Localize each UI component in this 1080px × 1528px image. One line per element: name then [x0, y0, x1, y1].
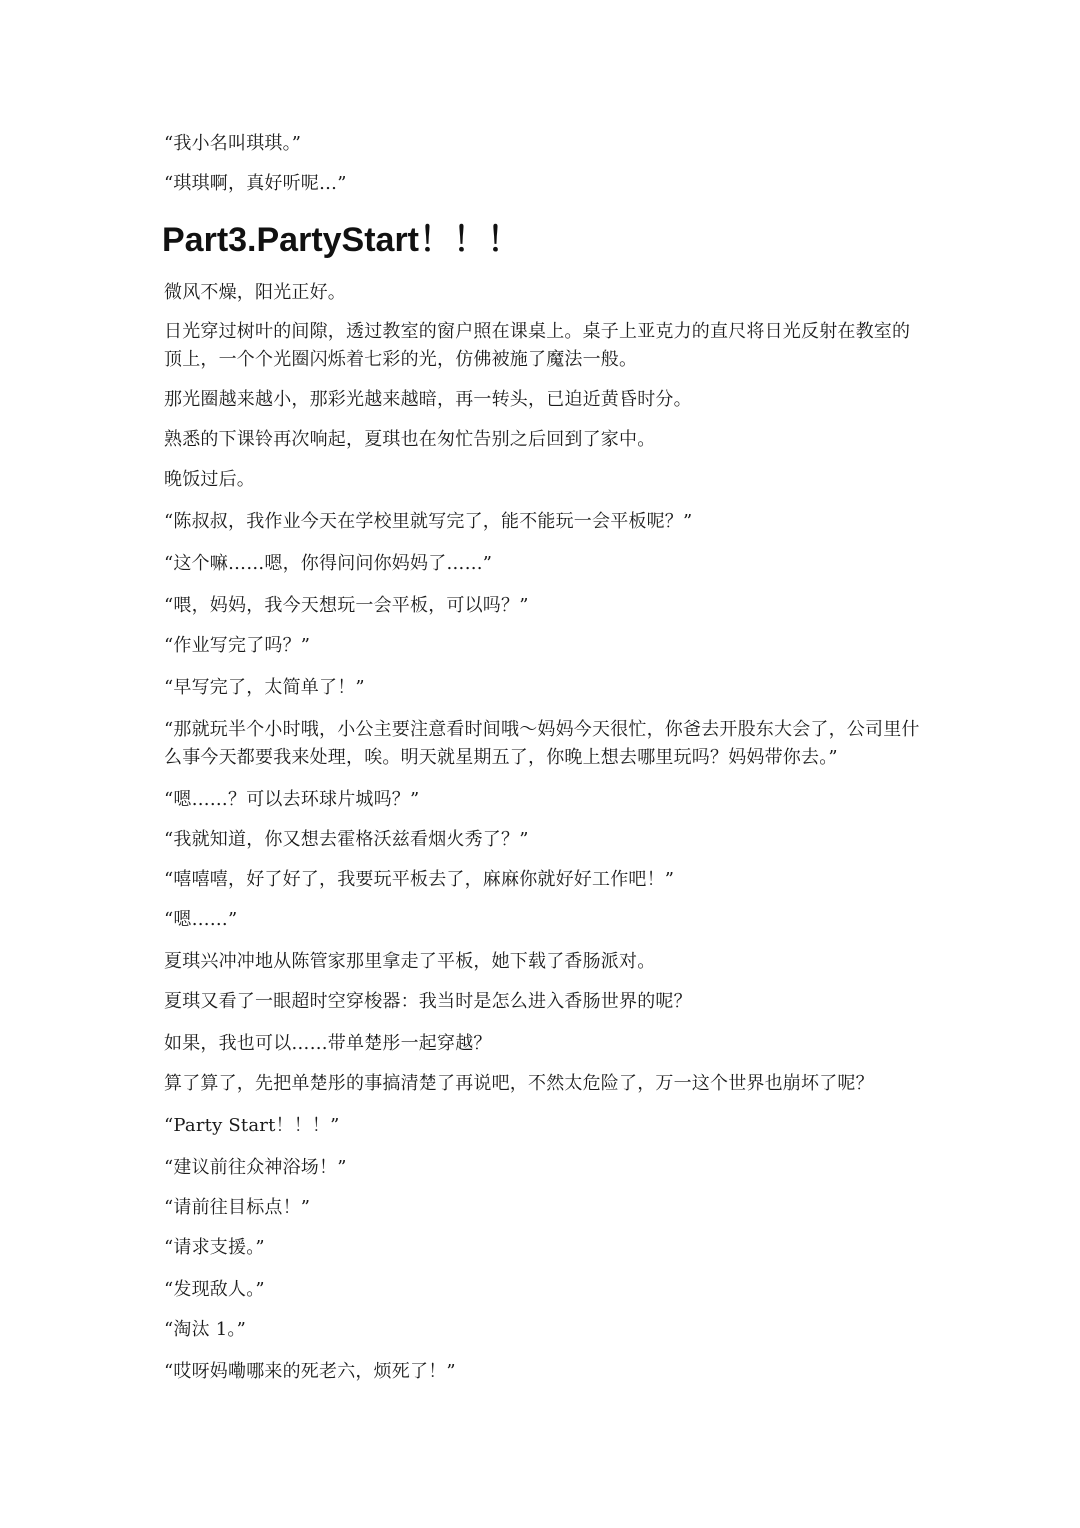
paragraph: “发现敌人。” — [164, 1279, 265, 1300]
paragraph: 微风不燥，阳光正好。 — [164, 282, 346, 303]
paragraph: 熟悉的下课铃再次响起，夏琪也在匆忙告别之后回到了家中。 — [164, 429, 656, 450]
paragraph: “哎呀妈嘞哪来的死老六，烦死了！” — [164, 1361, 456, 1382]
paragraph: “Party Start！！！” — [164, 1115, 340, 1136]
paragraph: “陈叔叔，我作业今天在学校里就写完了，能不能玩一会平板呢？” — [164, 511, 693, 532]
paragraph: “作业写完了吗？” — [164, 635, 311, 656]
paragraph: “我就知道，你又想去霍格沃兹看烟火秀了？” — [164, 829, 529, 850]
paragraph: “请前往目标点！” — [164, 1197, 311, 1218]
paragraph: “淘汰 1。” — [164, 1319, 246, 1340]
paragraph: “早写完了，太简单了！” — [164, 677, 365, 698]
paragraph: 夏琪兴冲冲地从陈管家那里拿走了平板，她下载了香肠派对。 — [164, 951, 656, 972]
paragraph: “这个嘛……嗯，你得问问你妈妈了……” — [164, 553, 493, 574]
section-heading: Part3.PartyStart！！！ — [162, 221, 522, 259]
paragraph: “请求支援。” — [164, 1237, 265, 1258]
paragraph: 晚饭过后。 — [164, 469, 255, 490]
paragraph: 算了算了，先把单楚彤的事搞清楚了再说吧，不然太危险了，万一这个世界也崩坏了呢？ — [164, 1073, 874, 1094]
paragraph: “嘻嘻嘻，好了好了，我要玩平板去了，麻麻你就好好工作吧！” — [164, 869, 675, 890]
paragraph: “嗯……” — [164, 909, 238, 930]
paragraph: “那就玩半个小时哦，小公主要注意看时间哦～妈妈今天很忙，你爸去开股东大会了，公司里什么事今天都要我来处理，唉。明天就星期五了，你晚上想去哪里玩吗？妈妈带你去。” — [164, 719, 920, 768]
paragraph: “喂，妈妈，我今天想玩一会平板，可以吗？” — [164, 595, 529, 616]
paragraph: “建议前往众神浴场！” — [164, 1157, 347, 1178]
paragraph: “嗯……？可以去环球片城吗？” — [164, 789, 420, 810]
paragraph: 如果，我也可以……带单楚彤一起穿越？ — [164, 1033, 492, 1054]
paragraph: 夏琪又看了一眼超时空穿梭器：我当时是怎么进入香肠世界的呢？ — [164, 991, 692, 1012]
paragraph: 日光穿过树叶的间隙，透过教室的窗户照在课桌上。桌子上亚克力的直尺将日光反射在教室的顶上，一个个光圈闪烁着七彩的光，仿佛被施了魔法一般。 — [164, 321, 911, 370]
paragraph: “我小名叫琪琪。” — [164, 133, 302, 154]
paragraph: 那光圈越来越小，那彩光越来越暗，再一转头，已迫近黄昏时分。 — [164, 389, 692, 410]
paragraph: “琪琪啊，真好听呢…” — [164, 173, 347, 194]
